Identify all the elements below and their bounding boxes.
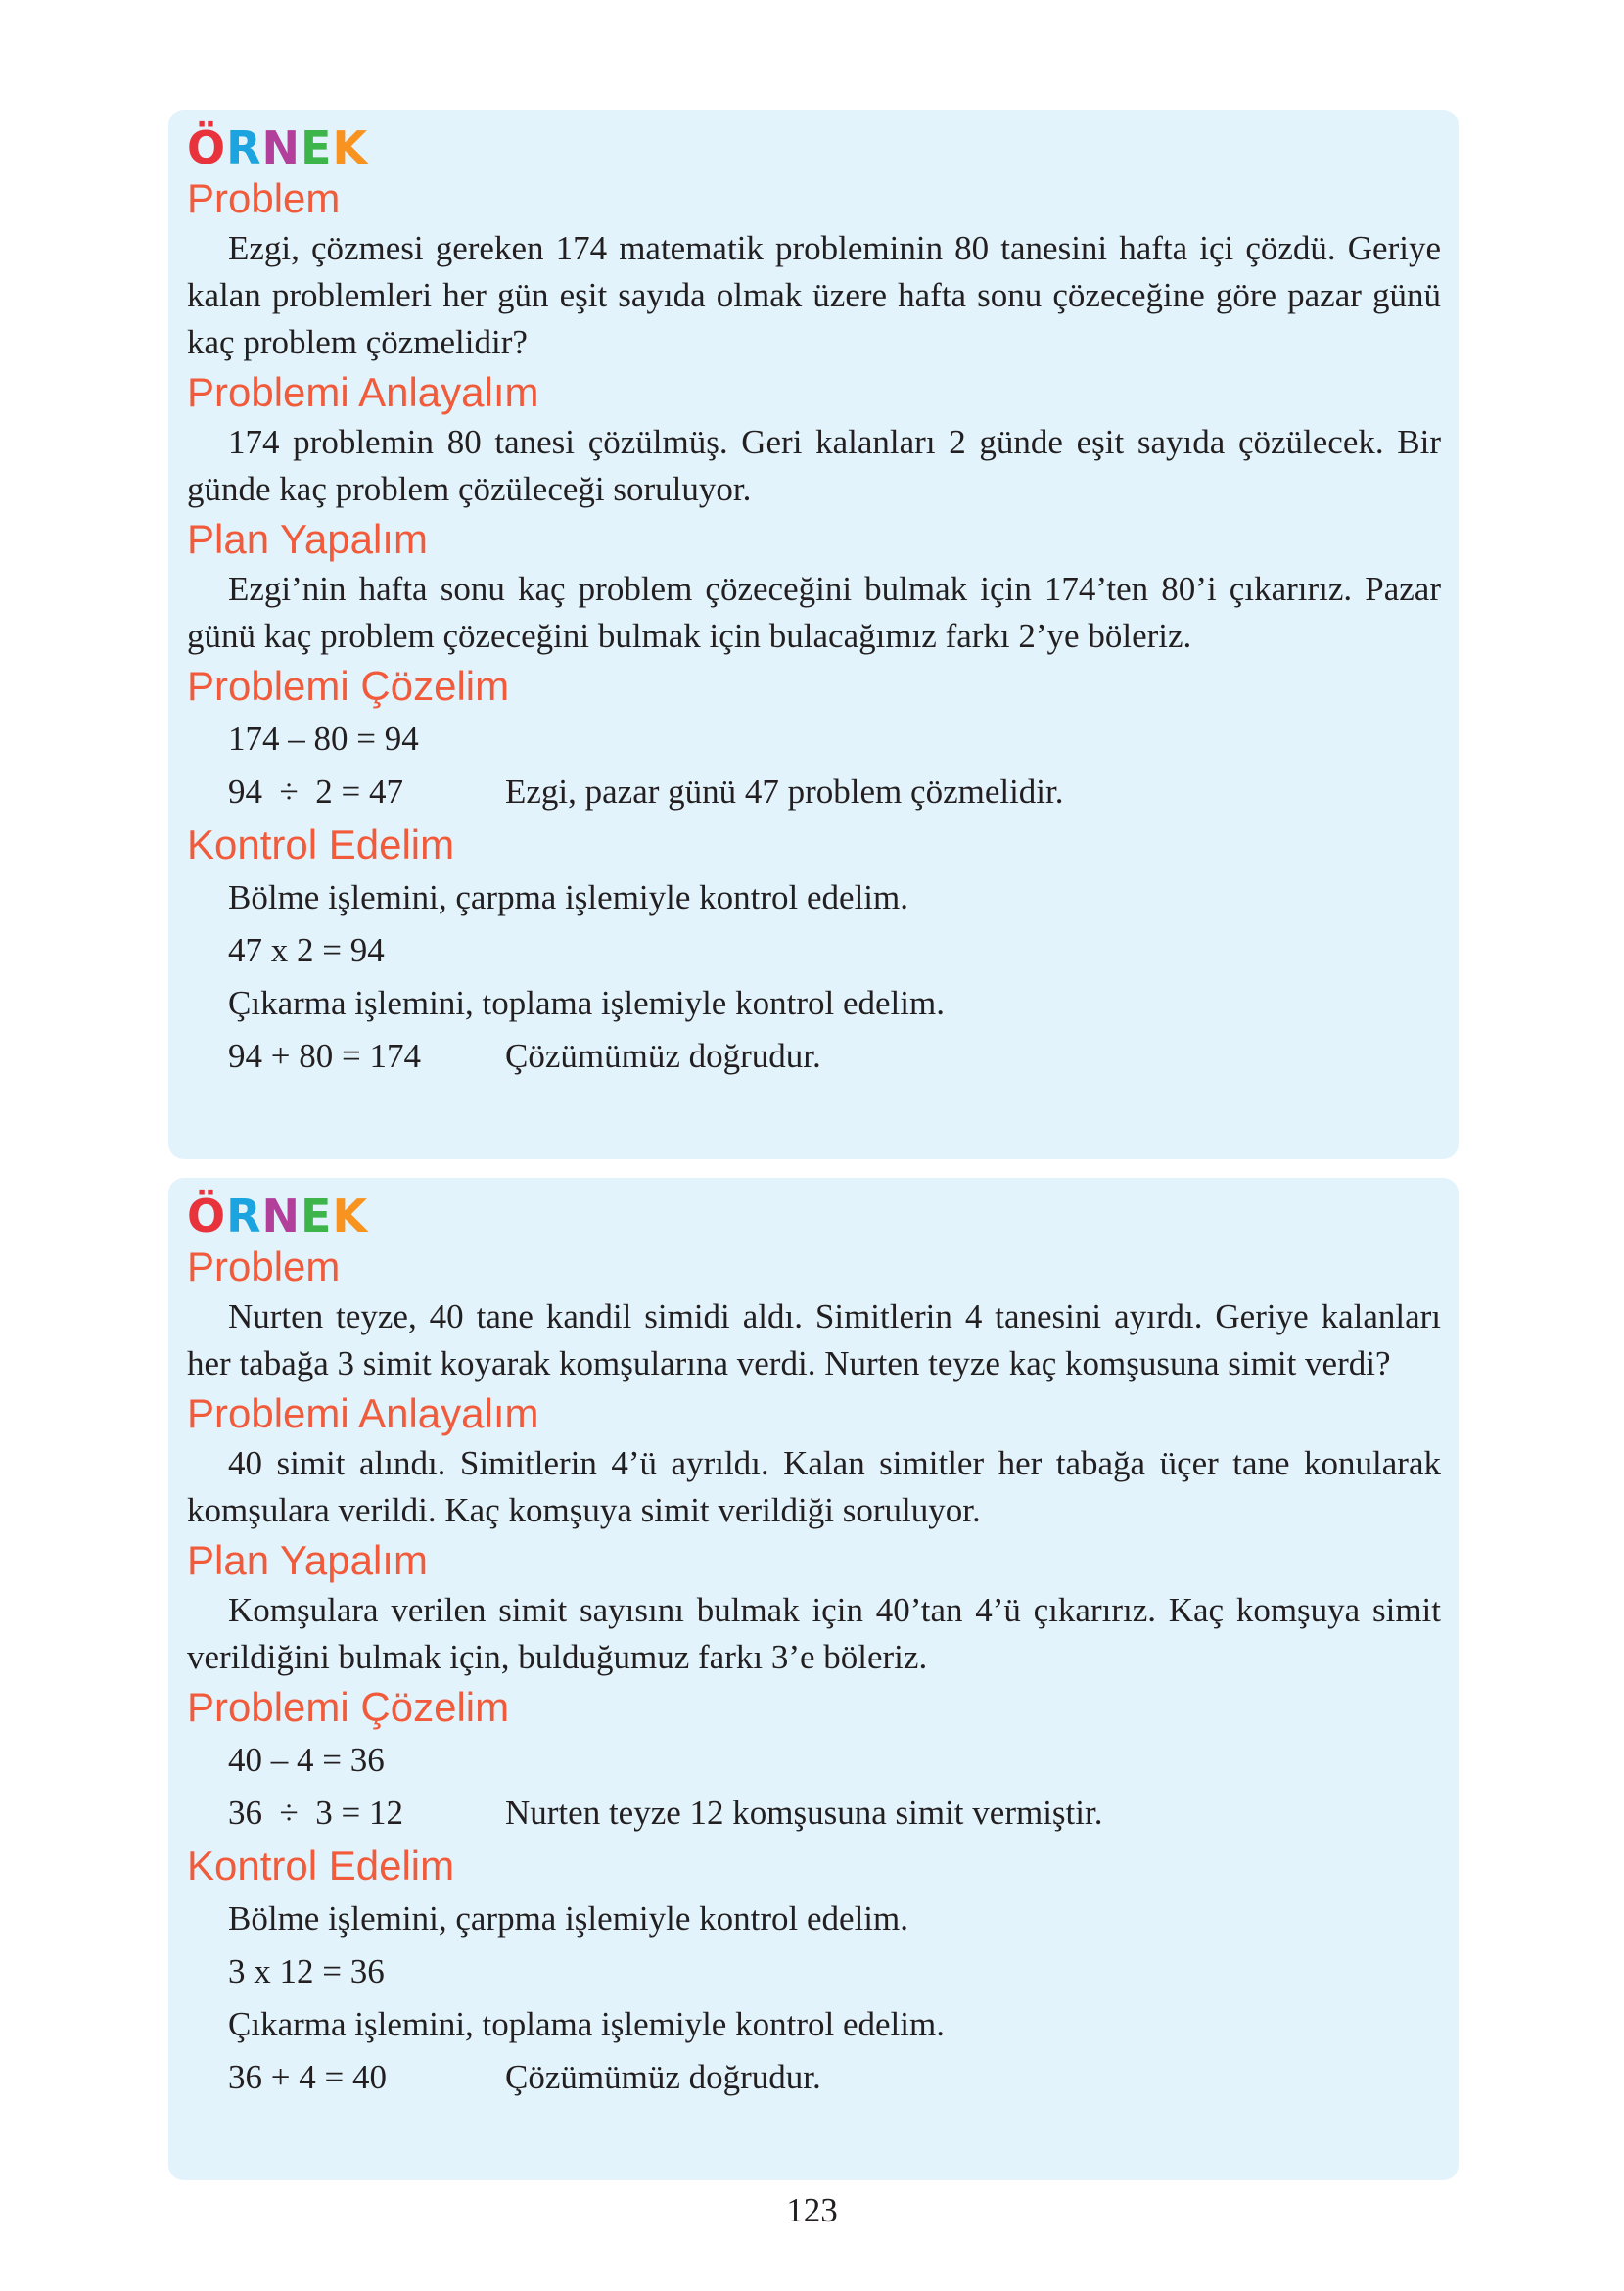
check-result: Çözümümüz doğrudur. [505, 2058, 821, 2096]
logo-letter: R [226, 1190, 262, 1242]
logo-letter: Ö [187, 121, 227, 174]
solve-equation-2: 36 ÷ 3 = 12 [228, 1794, 403, 1832]
logo-letter: K [332, 1190, 369, 1242]
logo-letter: N [261, 1190, 302, 1242]
check-equation-2: 94 + 80 = 174 [228, 1037, 421, 1075]
problem-heading: Problem [187, 175, 341, 221]
example-box-1 [168, 110, 1459, 1159]
check-text-2: Çıkarma işlemini, toplama işlemiyle kontrol edelim. [228, 984, 945, 1022]
ornek-logo [187, 1192, 1441, 1240]
plan-heading: Plan Yapalım [187, 516, 428, 562]
solve-equation-2-row [187, 766, 1441, 818]
check-heading: Kontrol Edelim [187, 1843, 455, 1889]
solve-equation-1: 40 – 4 = 36 [228, 1741, 385, 1779]
solve-answer: Ezgi, pazar günü 47 problem çözmelidir. [505, 772, 1064, 811]
logo-letter: N [261, 121, 302, 174]
plan-text: Ezgi’nin hafta sonu kaç problem çözeceğini bulmak için 174’ten 80’i çıkarırız. Pazar günü kaç problem çözeceğini bulmak için bulacağımız farkı 2’ye böleriz. [187, 570, 1441, 655]
check-equation-2-row [187, 2051, 1441, 2104]
solve-answer: Nurten teyze 12 komşusuna simit vermiştir. [505, 1794, 1103, 1832]
logo-letter: E [301, 1190, 333, 1242]
logo-letter: Ö [187, 1190, 227, 1242]
understand-heading: Problemi Anlayalım [187, 369, 539, 415]
plan-text: Komşulara verilen simit sayısını bulmak için 40’tan 4’ü çıkarırız. Kaç komşuya simit verildiğini bulmak için, bulduğumuz farkı 3’e böleriz. [187, 1591, 1441, 1676]
logo-letter: K [332, 121, 369, 174]
solve-equation-2-row [187, 1787, 1441, 1840]
problem-text: Ezgi, çözmesi gereken 174 matematik probleminin 80 tanesini hafta içi çözdü. Geriye kalan problemleri her gün eşit sayıda olmak üzere hafta sonu çözeceğine göre pazar günü kaç problem çözmelidir? [187, 229, 1441, 361]
check-heading: Kontrol Edelim [187, 821, 455, 867]
logo-letter: E [301, 121, 333, 174]
plan-heading: Plan Yapalım [187, 1537, 428, 1583]
check-equation-2: 36 + 4 = 40 [228, 2058, 387, 2096]
check-equation-2-row [187, 1030, 1441, 1083]
check-equation-1: 3 x 12 = 36 [228, 1952, 385, 1990]
solve-heading: Problemi Çözelim [187, 663, 510, 709]
check-result: Çözümümüz doğrudur. [505, 1037, 821, 1075]
check-text-2: Çıkarma işlemini, toplama işlemiyle kontrol edelim. [228, 2005, 945, 2043]
check-text-1: Bölme işlemini, çarpma işlemiyle kontrol edelim. [228, 1899, 908, 1938]
page-number: 123 [786, 2191, 838, 2229]
solve-equation-1: 174 – 80 = 94 [228, 720, 419, 758]
problem-heading: Problem [187, 1243, 341, 1289]
understand-text: 40 simit alındı. Simitlerin 4’ü ayrıldı. Kalan simitler her tabağa üçer tane konularak komşulara verildi. Kaç komşuya simit verildiği soruluyor. [187, 1444, 1441, 1529]
example-box-2 [168, 1178, 1459, 2180]
problem-text: Nurten teyze, 40 tane kandil simidi aldı. Simitlerin 4 tanesini ayırdı. Geriye kalanları her tabağa 3 simit koyarak komşularına verdi. Nurten teyze kaç komşusuna simit verdi? [187, 1297, 1441, 1382]
solve-equation-2: 94 ÷ 2 = 47 [228, 772, 403, 811]
logo-letter: R [226, 121, 262, 174]
check-equation-1: 47 x 2 = 94 [228, 931, 385, 969]
understand-text: 174 problemin 80 tanesi çözülmüş. Geri kalanları 2 günde eşit sayıda çözülecek. Bir günde kaç problem çözüleceği soruluyor. [187, 423, 1441, 508]
solve-heading: Problemi Çözelim [187, 1684, 510, 1730]
check-text-1: Bölme işlemini, çarpma işlemiyle kontrol edelim. [228, 878, 908, 916]
understand-heading: Problemi Anlayalım [187, 1390, 539, 1436]
ornek-logo [187, 123, 1441, 172]
